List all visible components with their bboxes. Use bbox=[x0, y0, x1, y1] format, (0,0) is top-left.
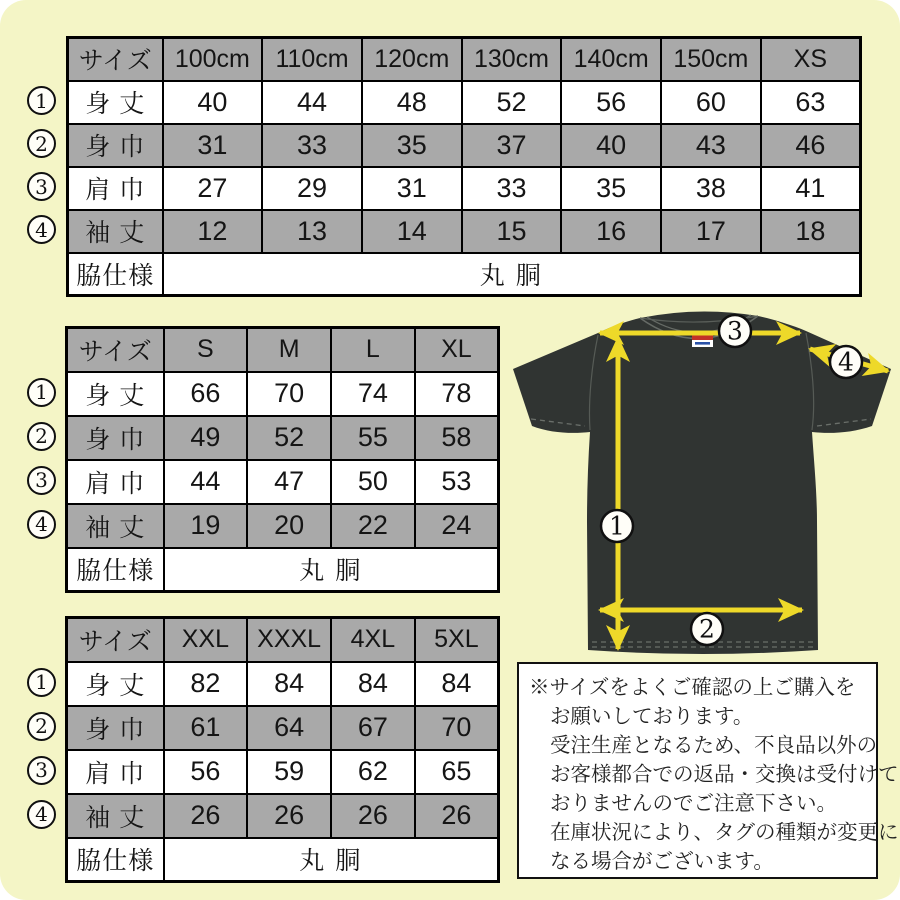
notice-line: ※サイズをよくご確認の上ご購入を bbox=[529, 676, 856, 699]
row-marker-1: 1 bbox=[27, 668, 56, 697]
column-header: XXXL bbox=[247, 618, 331, 662]
notice-line: なる場合がございます。 bbox=[550, 850, 774, 873]
row-label: 袖 丈 bbox=[67, 504, 164, 548]
size-value: 44 bbox=[164, 460, 248, 504]
column-header: M bbox=[247, 328, 331, 372]
size-table-big bbox=[65, 616, 500, 883]
size-value: 15 bbox=[462, 210, 562, 253]
size-value: 26 bbox=[415, 794, 499, 838]
size-header-cell: サイズ bbox=[68, 38, 163, 81]
column-header: 140cm bbox=[561, 38, 661, 81]
column-header: 120cm bbox=[362, 38, 462, 81]
size-value: 31 bbox=[362, 167, 462, 210]
row-label: 袖 丈 bbox=[67, 794, 164, 838]
size-value: 19 bbox=[164, 504, 248, 548]
size-value: 35 bbox=[561, 167, 661, 210]
size-value: 26 bbox=[164, 794, 248, 838]
size-value: 37 bbox=[462, 124, 562, 167]
column-header: 110cm bbox=[262, 38, 362, 81]
footer-value: 丸 胴 bbox=[164, 838, 499, 882]
svg-text:1: 1 bbox=[609, 511, 625, 541]
column-header: 150cm bbox=[661, 38, 761, 81]
size-value: 33 bbox=[262, 124, 362, 167]
row-marker-2: 2 bbox=[27, 712, 56, 741]
size-value: 35 bbox=[362, 124, 462, 167]
size-value: 50 bbox=[331, 460, 415, 504]
size-value: 40 bbox=[561, 124, 661, 167]
row-marker-4: 4 bbox=[27, 510, 56, 539]
size-value: 18 bbox=[761, 210, 861, 253]
size-header-cell: サイズ bbox=[67, 618, 164, 662]
svg-text:2: 2 bbox=[699, 614, 715, 644]
size-value: 53 bbox=[415, 460, 499, 504]
size-value: 62 bbox=[331, 750, 415, 794]
row-marker-4: 4 bbox=[27, 215, 56, 244]
size-value: 26 bbox=[331, 794, 415, 838]
size-value: 41 bbox=[761, 167, 861, 210]
row-label: 肩 巾 bbox=[67, 460, 164, 504]
column-header: 130cm bbox=[462, 38, 562, 81]
size-value: 63 bbox=[761, 81, 861, 124]
purchase-notice bbox=[517, 662, 899, 879]
row-marker-3: 3 bbox=[27, 466, 56, 495]
size-value: 78 bbox=[415, 372, 499, 416]
size-value: 24 bbox=[415, 504, 499, 548]
diagram-marker-3 bbox=[719, 315, 751, 347]
size-value: 13 bbox=[262, 210, 362, 253]
size-value: 52 bbox=[247, 416, 331, 460]
size-value: 20 bbox=[247, 504, 331, 548]
size-header-cell: サイズ bbox=[67, 328, 164, 372]
notice-line: 受注生産となるため、不良品以外の bbox=[550, 734, 878, 757]
size-value: 27 bbox=[163, 167, 263, 210]
footer-label: 脇仕様 bbox=[67, 838, 164, 882]
row-label: 袖 丈 bbox=[68, 210, 163, 253]
notice-line: おりませんのでご注意下さい。 bbox=[550, 792, 837, 815]
size-value: 47 bbox=[247, 460, 331, 504]
svg-text:4: 4 bbox=[838, 347, 854, 377]
diagram-marker-4 bbox=[830, 346, 862, 378]
row-marker-4: 4 bbox=[27, 800, 56, 829]
size-value: 33 bbox=[462, 167, 562, 210]
row-marker-3: 3 bbox=[27, 172, 56, 201]
size-value: 60 bbox=[661, 81, 761, 124]
column-header: L bbox=[331, 328, 415, 372]
row-marker-1: 1 bbox=[27, 86, 56, 115]
size-value: 49 bbox=[164, 416, 248, 460]
column-header: 4XL bbox=[331, 618, 415, 662]
tshirt-diagram bbox=[500, 302, 898, 660]
row-marker-1: 1 bbox=[27, 378, 56, 407]
row-label: 肩 巾 bbox=[68, 167, 163, 210]
size-table-kids bbox=[66, 36, 862, 297]
footer-value: 丸 胴 bbox=[164, 548, 499, 592]
size-value: 14 bbox=[362, 210, 462, 253]
size-value: 44 bbox=[262, 81, 362, 124]
size-value: 84 bbox=[247, 662, 331, 706]
row-label: 身 巾 bbox=[67, 706, 164, 750]
size-value: 56 bbox=[561, 81, 661, 124]
size-value: 70 bbox=[415, 706, 499, 750]
size-value: 61 bbox=[164, 706, 248, 750]
size-value: 17 bbox=[661, 210, 761, 253]
size-value: 70 bbox=[247, 372, 331, 416]
footer-label: 脇仕様 bbox=[68, 253, 163, 296]
footer-label: 脇仕様 bbox=[67, 548, 164, 592]
row-label: 身 丈 bbox=[67, 662, 164, 706]
column-header: 5XL bbox=[415, 618, 499, 662]
size-value: 52 bbox=[462, 81, 562, 124]
size-value: 43 bbox=[661, 124, 761, 167]
notice-line: お客様都合での返品・交換は受付けて bbox=[550, 763, 899, 786]
size-value: 66 bbox=[164, 372, 248, 416]
size-value: 84 bbox=[331, 662, 415, 706]
kids-sizes-grid bbox=[66, 36, 862, 297]
size-value: 38 bbox=[661, 167, 761, 210]
size-value: 67 bbox=[331, 706, 415, 750]
notice-line: お願いしております。 bbox=[550, 705, 754, 728]
size-value: 29 bbox=[262, 167, 362, 210]
size-value: 26 bbox=[247, 794, 331, 838]
size-value: 55 bbox=[331, 416, 415, 460]
size-value: 64 bbox=[247, 706, 331, 750]
size-value: 56 bbox=[164, 750, 248, 794]
size-value: 31 bbox=[163, 124, 263, 167]
size-value: 40 bbox=[163, 81, 263, 124]
row-label: 身 丈 bbox=[68, 81, 163, 124]
size-value: 46 bbox=[761, 124, 861, 167]
column-header: XL bbox=[415, 328, 499, 372]
adult-sizes-grid bbox=[65, 326, 500, 593]
size-value: 84 bbox=[415, 662, 499, 706]
row-label: 身 丈 bbox=[67, 372, 164, 416]
column-header: XXL bbox=[164, 618, 248, 662]
size-value: 22 bbox=[331, 504, 415, 548]
row-marker-3: 3 bbox=[27, 756, 56, 785]
size-value: 82 bbox=[164, 662, 248, 706]
row-label: 肩 巾 bbox=[67, 750, 164, 794]
size-value: 58 bbox=[415, 416, 499, 460]
size-value: 74 bbox=[331, 372, 415, 416]
diagram-marker-1 bbox=[601, 510, 633, 542]
size-value: 65 bbox=[415, 750, 499, 794]
size-table-adult bbox=[65, 326, 500, 593]
big-sizes-grid bbox=[65, 616, 500, 883]
diagram-marker-2 bbox=[691, 613, 723, 645]
column-header: S bbox=[164, 328, 248, 372]
column-header: XS bbox=[761, 38, 861, 81]
row-label: 身 巾 bbox=[67, 416, 164, 460]
notice-line: 在庫状況により、タグの種類が変更に bbox=[550, 821, 899, 844]
size-value: 48 bbox=[362, 81, 462, 124]
row-label: 身 巾 bbox=[68, 124, 163, 167]
footer-value: 丸 胴 bbox=[163, 253, 861, 296]
row-marker-2: 2 bbox=[27, 129, 56, 158]
size-value: 16 bbox=[561, 210, 661, 253]
size-value: 59 bbox=[247, 750, 331, 794]
size-value: 12 bbox=[163, 210, 263, 253]
column-header: 100cm bbox=[163, 38, 263, 81]
svg-text:3: 3 bbox=[727, 316, 743, 346]
row-marker-2: 2 bbox=[27, 422, 56, 451]
